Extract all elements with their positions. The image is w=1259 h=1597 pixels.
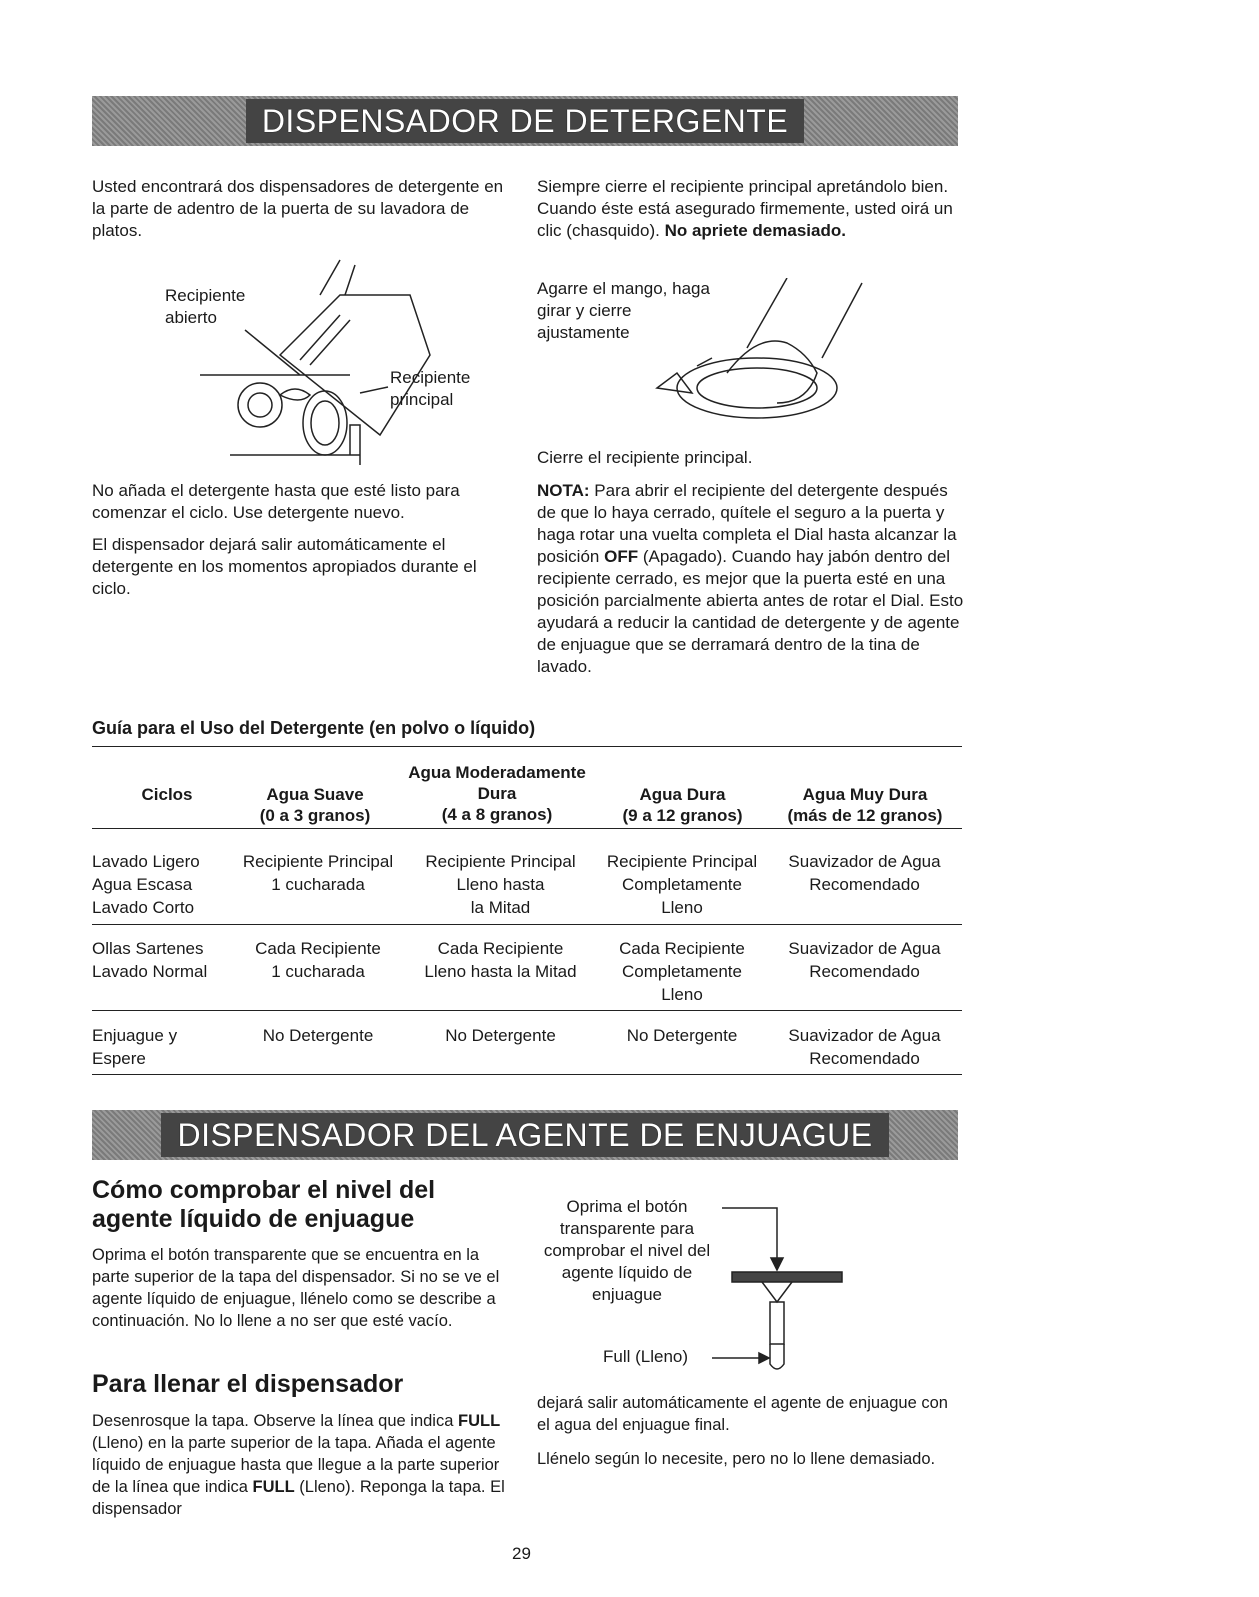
rinse-dispense-paragraph: dejará salir automáticamente el agente de enjuague con el agua del enjuague final. — [537, 1394, 948, 1434]
table-top-rule — [92, 746, 962, 747]
table-cell: Recipiente Principal 1 cucharada — [242, 852, 394, 894]
table-cell: Cada Recipiente Completamente Lleno — [619, 939, 745, 1004]
paragraph-auto-dispense: El dispensador dejará salir automáticamente el detergente en los momentos apropiados durante el ciclo. — [92, 535, 477, 598]
header-soft-water-l1: Agua Suave — [266, 785, 364, 804]
header-moderate-water-l1: Dura — [477, 784, 517, 803]
label-open-dispenser: Recipiente abierto — [165, 286, 246, 327]
table-cell: No Detergente — [626, 1026, 738, 1045]
table-cell: Lavado Ligero Agua Escasa Lavado Corto — [92, 852, 200, 917]
table-cell: Ollas Sartenes Lavado Normal — [92, 939, 208, 981]
intro-paragraph: Usted encontrará dos dispensadores de detergente en la parte de adentro de la puerta de su lavadora de platos. — [92, 177, 504, 240]
header-hard-water-l1: Agua Dura — [639, 785, 726, 804]
header-cycles — [92, 784, 242, 805]
table-cell: Recipiente Principal Completamente Lleno — [606, 852, 758, 917]
rinse-cap-drawing — [537, 1196, 867, 1381]
label-full-line: Full (Lleno) — [603, 1347, 689, 1366]
table-cell: Suavizador de Agua Recomendado — [788, 852, 941, 894]
check-level-paragraph: Oprima el botón transparente que se encuentra en la parte superior de la tapa del dispensador. Si no se ve el agente líquido de enjuague, llénelo como se describe a continuación. No lo llene a no ser que esté vacío. — [92, 1246, 500, 1330]
header-moderate-water-l0: Agua Moderadamente — [408, 763, 586, 782]
table-cell: No Detergente — [262, 1026, 374, 1045]
banner-title: DISPENSADOR DE DETERGENTE — [246, 99, 804, 143]
fill-full-2: FULL — [252, 1478, 295, 1496]
rinse-fill-paragraph: Llénelo según lo necesite, pero no lo llene demasiado. — [537, 1450, 936, 1468]
paragraph-close-dispenser — [537, 176, 957, 242]
header-very-hard-water-l2: (más de 12 granos) — [787, 806, 943, 825]
fill-text-b: (Lleno) en la parte superior de la tapa. Añada el agente líquido de enjuague hasta que llegue a la parte superior de la línea que indica — [92, 1434, 500, 1496]
detergent-dispenser-illustration — [160, 255, 520, 465]
table-cell: Suavizador de Agua Recomendado — [788, 939, 941, 981]
header-moderate-water-l2: (4 a 8 granos) — [441, 805, 553, 824]
table-cell: Cada Recipiente 1 cucharada — [255, 939, 381, 981]
note-off: OFF — [604, 547, 639, 566]
rinse-agent-illustration — [537, 1196, 867, 1381]
header-soft-water-l2: (0 a 3 granos) — [259, 806, 371, 825]
header-soft-water — [230, 784, 400, 826]
header-very-hard-water-l1: Agua Muy Dura — [802, 785, 928, 804]
label-press-button: Oprima el botón transparente para comprobar el nivel del agente líquido de enjuague — [543, 1197, 711, 1304]
header-cycles-label: Ciclos — [141, 785, 193, 804]
close-dispenser-warning: No apriete demasiado. — [664, 221, 846, 240]
table-cell: Suavizador de Agua Recomendado — [788, 1026, 941, 1068]
header-hard-water-l2: (9 a 12 granos) — [622, 806, 743, 825]
heading-fill-dispenser: Para llenar el dispensador — [92, 1370, 404, 1398]
section-banner-detergent — [92, 96, 958, 146]
header-very-hard-water — [770, 784, 960, 826]
close-dispenser-text: Siempre cierre el recipiente principal apretándolo bien. Cuando éste está asegurado firmemente, usted oirá un clic (chasquido). — [537, 177, 953, 240]
table-cell: Enjuague y Espere — [92, 1026, 178, 1068]
table-row-rule — [92, 924, 962, 925]
note-paragraph — [537, 480, 967, 678]
label-grab-handle: Agarre el mango, haga girar y cierre ajustamente — [537, 279, 710, 342]
table-row-rule — [92, 1010, 962, 1011]
table-title: Guía para el Uso del Detergente (en polvo o líquido) — [92, 718, 536, 738]
close-dispenser-illustration — [537, 278, 957, 443]
table-bottom-rule — [92, 1074, 962, 1075]
header-hard-water — [600, 784, 765, 826]
page-number: 29 — [512, 1544, 531, 1563]
note-text-a: Para abrir el recipiente del detergente después de que lo haya cerrado, quítele el seguro a la puerta y haga rotar una vuelta completa el Dial hasta alcanzar la posición — [537, 481, 957, 566]
label-main-dispenser: Recipiente principal — [390, 368, 471, 409]
header-moderate-water — [392, 762, 602, 825]
fill-full-1: FULL — [458, 1412, 501, 1430]
note-label: NOTA: — [537, 481, 590, 500]
paragraph-add-detergent: No añada el detergente hasta que esté listo para comenzar el ciclo. Use detergente nuevo. — [92, 481, 460, 522]
table-cell: No Detergente — [445, 1026, 556, 1045]
banner-title: DISPENSADOR DEL AGENTE DE ENJUAGUE — [161, 1113, 888, 1157]
section-banner-rinse-agent — [92, 1110, 958, 1160]
note-text-b: (Apagado). Cuando hay jabón dentro del recipiente cerrado, es mejor que la puerta esté en una posición parcialmente abierta antes de rotar el Dial. Esto ayudará a reducir la cantidad de detergente y de agente de enjuague que se derramará dentro de la tina de lavado. — [537, 547, 964, 676]
figure-caption-close: Cierre el recipiente principal. — [537, 448, 753, 467]
fill-paragraph — [92, 1410, 522, 1520]
fill-text-c: (Lleno). Reponga la tapa. El dispensador — [92, 1478, 505, 1518]
fill-text-a: Desenrosque la tapa. Observe la línea que indica — [92, 1412, 454, 1430]
table-cell: Cada Recipiente Lleno hasta la Mitad — [424, 939, 577, 981]
table-cell: Recipiente Principal Lleno hasta la Mitad — [425, 852, 576, 917]
heading-check-level: Cómo comprobar el nivel del agente líquido de enjuague — [92, 1176, 436, 1233]
table-header-rule — [92, 828, 962, 829]
